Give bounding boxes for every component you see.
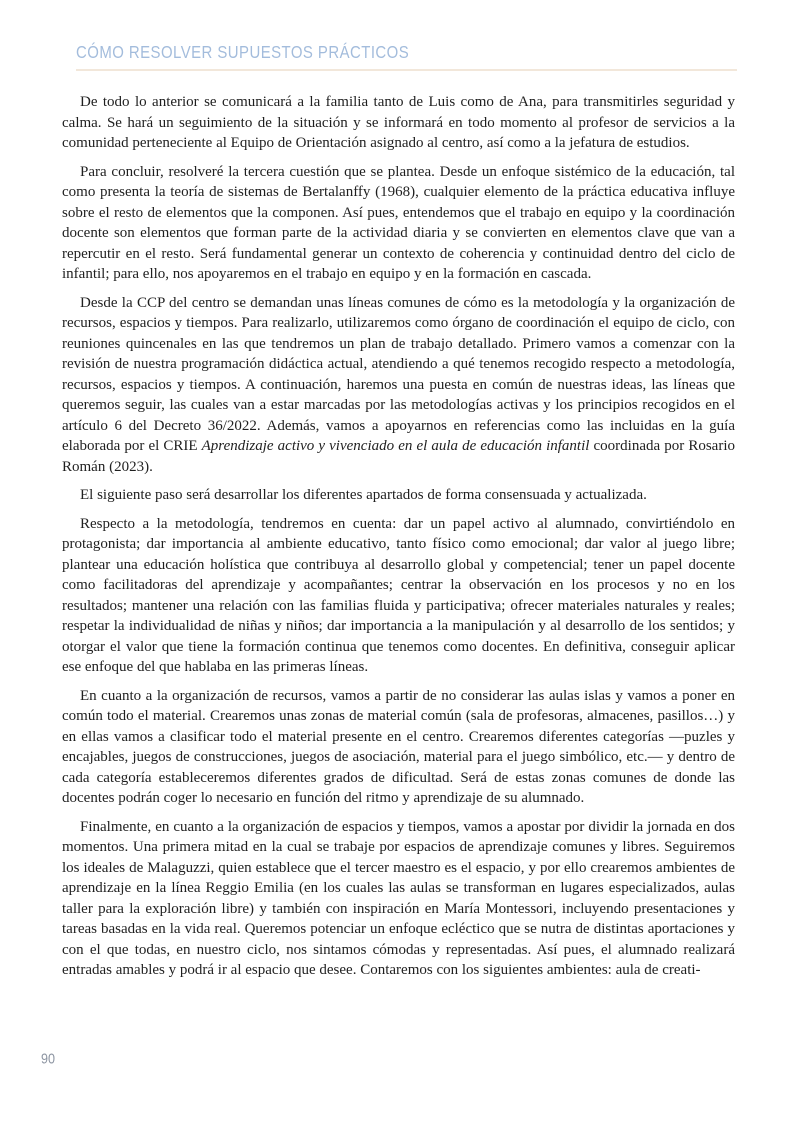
paragraph-text: Desde la CCP del centro se demandan unas líneas comunes de cómo es la metodología y la organización de recursos, espacios y tiempos. Para realizarlo, utilizaremos como órgano de coordinación el equipo de ciclo, con reuniones quincenales en las que tendremos un plan de trabajo detallado. Primero vamos a comenzar con la revisión de nuestra programación didáctica actual, atendiendo a qué tenemos recogido respecto a metodología, recursos, espacios y tiempos. A continuación, haremos una puesta en común de nuestras ideas, las líneas que queremos seguir, las cuales van a estar marcadas por las metodologías activas y los principios recogidos en el artículo 6 del Decreto 36/2022. Además, vamos a apoyarnos en referencias como las incluidas en la guía elaborada por el CRIE xyxy=(62,294,735,454)
italic-book-title: Aprendizaje activo y vivenciado en el aula de educación infantil xyxy=(201,438,590,454)
paragraph xyxy=(62,92,735,154)
paragraph-text: Para concluir, resolveré la tercera cuestión que se plantea. Desde un enfoque sistémico de la educación, tal como presenta la teoría de sistemas de Bertalanffy (1968), cualquier elemento de la práctica educativa influye sobre el resto de elementos que la componen. Así pues, entendemos que el trabajo en equipo y la coordinación docente son elementos que forman parte de la actividad diaria y se convierten en elementos clave que van a repercutir en el resto. Será fundamental generar un contexto de coherencia y continuidad dentro del ciclo de infantil; para ello, nos apoyaremos en el trabajo en equipo y en la formación en cascada. xyxy=(62,163,735,282)
page-content xyxy=(62,44,735,989)
paragraph xyxy=(62,514,735,678)
paragraph-text: coordinada por Rosario Román (2023). xyxy=(62,438,735,475)
paragraph-text: El siguiente paso será desarrollar los diferentes apartados de forma consensuada y actualizada. xyxy=(80,487,647,503)
paragraph xyxy=(62,686,735,809)
header-rule-divider xyxy=(76,69,737,71)
paragraph xyxy=(62,817,735,981)
running-header-title: CÓMO RESOLVER SUPUESTOS PRÁCTICOS xyxy=(76,42,410,63)
paragraph xyxy=(62,293,735,478)
paragraph-text: Respecto a la metodología, tendremos en cuenta: dar un papel activo al alumnado, convirtiéndolo en protagonista; dar importancia al ambiente educativo, tanto físico como emocional; dar valor al juego libre; plantear una educación holística que contribuya al desarrollo global y competencial; tener un papel docente como facilitadoras del aprendizaje y acompañantes; centrar la observación en los procesos y no en los resultados; mantener una relación con las familias fluida y participativa; ofrecer materiales naturales y reales; respetar la individualidad de niñas y niños; dar importancia a la manipulación y al desarrollo de los sentidos; y otorgar el valor que tiene la formación continua que tenemos como docentes. En definitiva, conseguir aplicar ese enfoque del que hablaba en las primeras líneas. xyxy=(62,515,735,675)
paragraph xyxy=(62,162,735,285)
paragraph-text: De todo lo anterior se comunicará a la familia tanto de Luis como de Ana, para transmitirles seguridad y calma. Se hará un seguimiento de la situación y se informará en todo momento al profesor de servicios a la comunidad perteneciente al Equipo de Orientación asignado al centro, así como a la jefatura de estudios. xyxy=(62,94,735,151)
page-number: 90 xyxy=(41,1050,56,1067)
paragraph-text: Finalmente, en cuanto a la organización de espacios y tiempos, vamos a apostar por dividir la jornada en dos momentos. Una primera mitad en la cual se trabaje por espacios de aprendizaje comunes y libres. Seguiremos los ideales de Malaguzzi, quien establece que el tercer maestro es el espacio, y por ello crearemos ambientes de aprendizaje en la línea Reggio Emilia (en los cuales las aulas se transforman en lugares especializados, aulas taller para la exploración libre) y también con inspiración en María Montessori, incluyendo presentaciones y tareas basadas en la vida real. Queremos potenciar un enfoque ecléctico que se nutra de distintas aportaciones y con el que todas, en nuestro ciclo, nos sintamos cómodas y representadas. Así pues, el alumnado realizará entradas amables y podrá ir al espacio que desee. Contaremos con los siguientes ambientes: aula de creati- xyxy=(62,818,735,978)
paragraph-text: En cuanto a la organización de recursos, vamos a partir de no considerar las aulas islas y vamos a poner en común todo el material. Crearemos unas zonas de material común (sala de profesoras, almacenes, pasillos…) y en ellas vamos a clasificar todo el material presente en el centro. Crearemos diferentes categorías —puzles y encajables, juegos de construcciones, juegos de asociación, material para el juego simbólico, etc.— y dentro de cada categoría estableceremos diferentes grados de dificultad. Será de estas zonas comunes de donde las docentes podrán coger lo necesario en función del ritmo y aprendizaje de su alumnado. xyxy=(62,687,735,806)
paragraph xyxy=(62,485,735,506)
body-paragraphs xyxy=(62,92,735,981)
